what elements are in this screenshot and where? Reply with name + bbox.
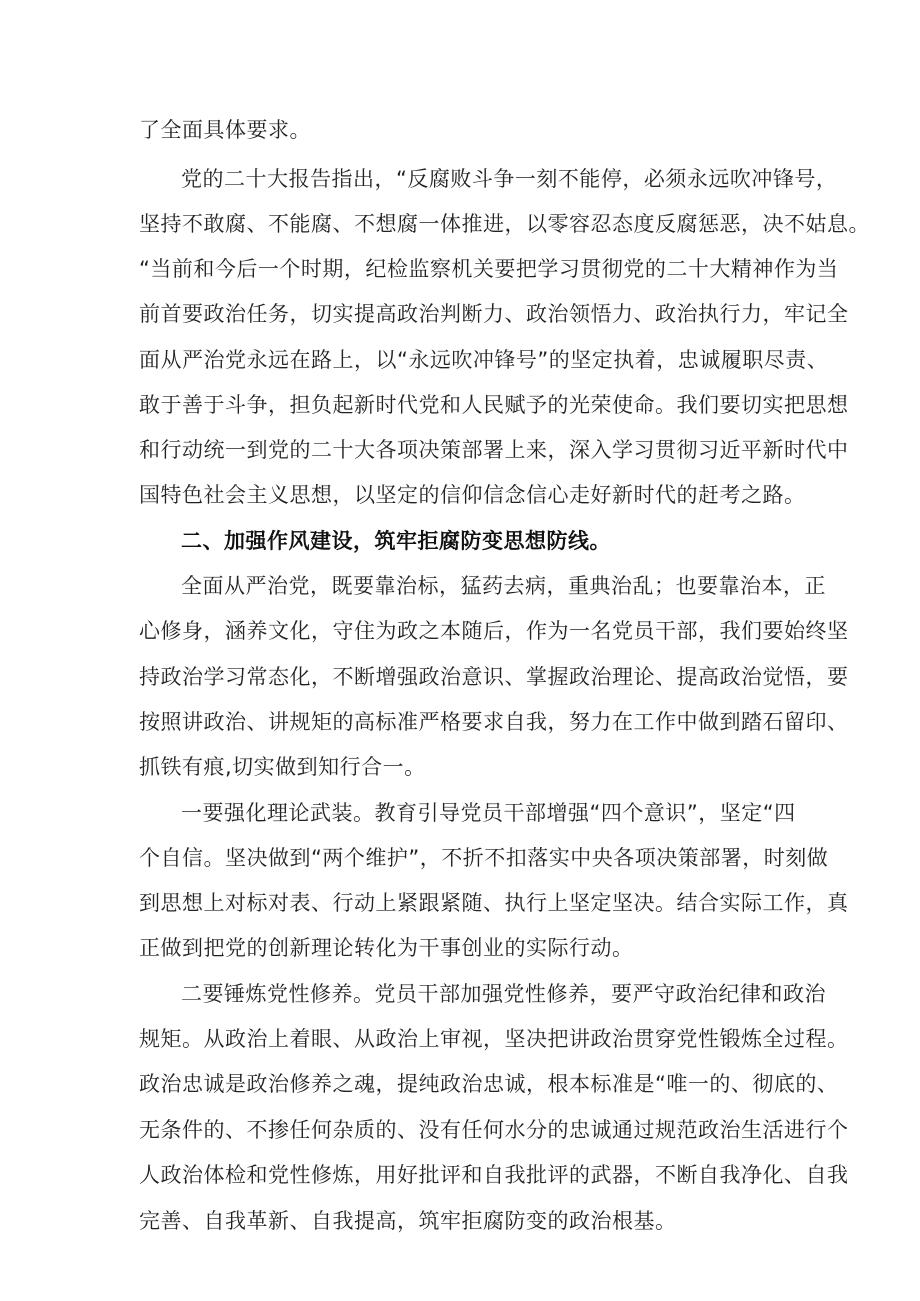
text-line: 全面从严治党，既要靠治标，猛药去病，重典治乱；也要靠治本，正: [181, 574, 826, 598]
text-line: 党的二十大报告指出，“反腐败斗争一刻不能停，必须永远吹冲锋号，: [181, 167, 838, 191]
text-line: 个自信。坚决做到“两个维护”，不折不扣落实中央各项决策部署，时刻做: [139, 846, 829, 870]
text-line: 二要锤炼党性修养。党员干部加强党性修养，要严守政治纪律和政治: [181, 982, 826, 1006]
text-line: 抓铁有痕,切实做到知行合一。: [139, 755, 426, 779]
text-line: 前首要政治任务，切实提高政治判断力、政治领悟力、政治执行力，牢记全: [139, 302, 849, 326]
text-line: 政治忠诚是政治修养之魂，提纯政治忠诚，根本标准是“唯一的、彻底的、: [139, 1072, 839, 1096]
text-line: 到思想上对标对表、行动上紧跟紧随、执行上坚定坚决。结合实际工作，真: [139, 891, 849, 915]
section-heading: 二、加强作风建设，筑牢拒腐防变思想防线。: [181, 529, 611, 553]
text-line: 人政治体检和党性修炼，用好批评和自我批评的武器，不断自我净化、自我: [139, 1163, 849, 1187]
text-line: 心修身，涵养文化，守住为政之本随后，作为一名党员干部，我们要始终坚: [139, 619, 849, 643]
text-line: 国特色社会主义思想，以坚定的信仰信念信心走好新时代的赶考之路。: [139, 483, 806, 507]
text-line: 坚持不敢腐、不能腐、不想腐一体推进，以零容忍态度反腐惩恶，决不姑息。: [139, 212, 870, 236]
text-line: 无条件的、不掺任何杂质的、没有任何水分的忠诚通过规范政治生活进行个: [139, 1118, 849, 1142]
text-line: 持政治学习常态化，不断增强政治意识、掌握政治理论、提高政治觉悟，要: [139, 665, 849, 689]
text-line: 完善、自我革新、自我提高，筑牢拒腐防变的政治根基。: [139, 1209, 677, 1233]
text-line: 敢于善于斗争，担负起新时代党和人民赋予的光荣使命。我们要切实把思想: [139, 393, 849, 417]
text-line: 一要强化理论武装。教育引导党员干部增强“四个意识”，坚定“四: [181, 801, 796, 825]
text-line: 了全面具体要求。: [139, 118, 311, 142]
text-line: 规矩。从政治上着眼、从政治上审视，坚决把讲政治贯穿党性锻炼全过程。: [139, 1027, 849, 1051]
text-line: 面从严治党永远在路上，以“永远吹冲锋号”的坚定执着，忠诚履职尽责、: [139, 348, 829, 372]
text-line: 正做到把党的创新理论转化为干事创业的实际行动。: [139, 936, 634, 960]
text-line: 和行动统一到党的二十大各项决策部署上来，深入学习贯彻习近平新时代中: [139, 438, 849, 462]
text-line: “当前和今后一个时期，纪检监察机关要把学习贯彻党的二十大精神作为当: [139, 257, 839, 281]
text-line: 按照讲政治、讲规矩的高标准严格要求自我，努力在工作中做到踏石留印、: [139, 710, 849, 734]
